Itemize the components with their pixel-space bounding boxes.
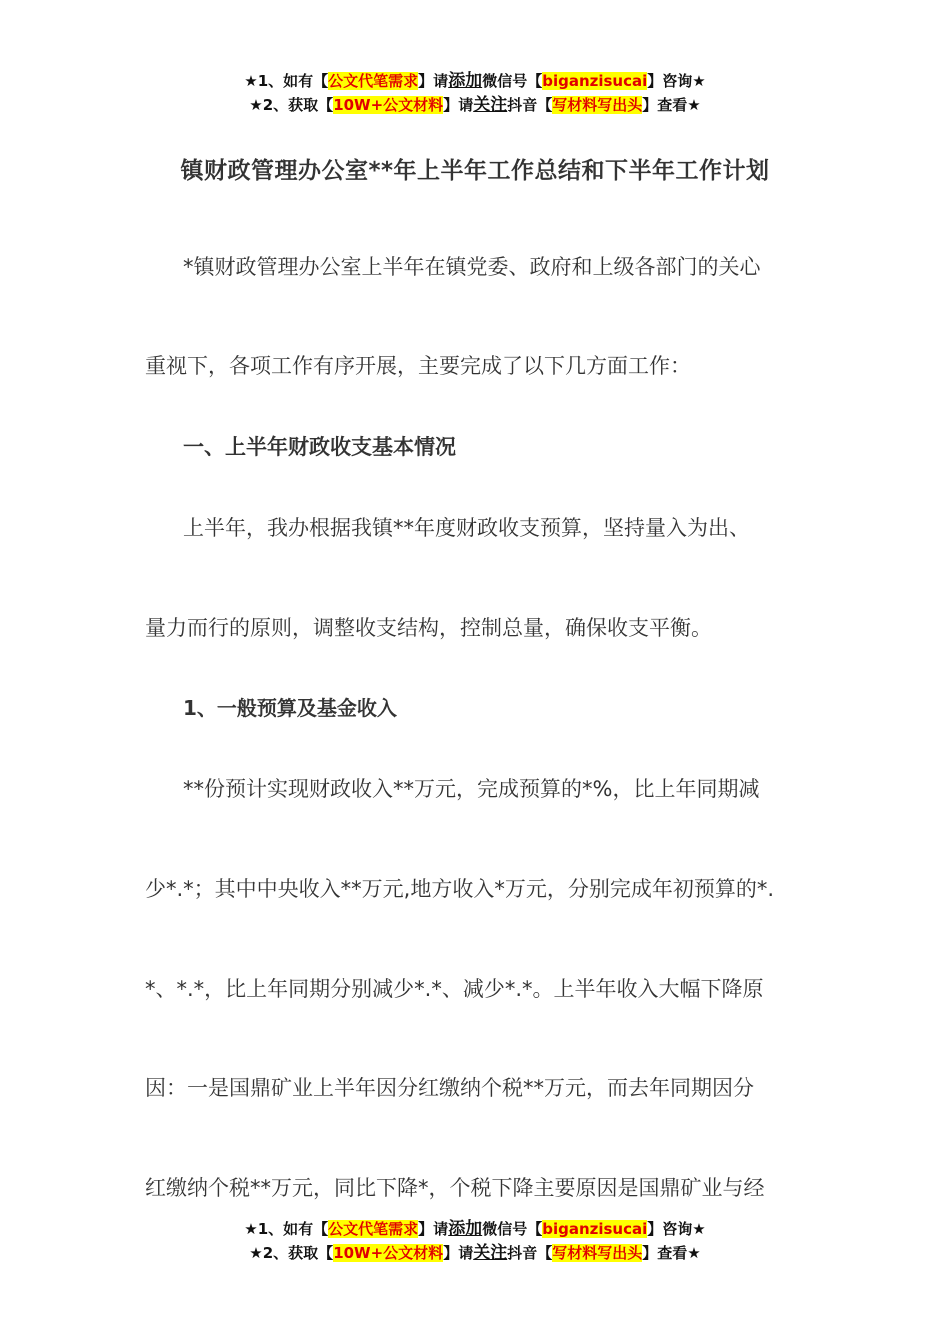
document-title: 镇财政管理办公室**年上半年工作总结和下半年工作计划 (180, 158, 770, 184)
body-line: 重视下，各项工作有序开展，主要完成了以下几方面工作： (145, 354, 691, 378)
highlight-service: 公文代笔需求 (328, 1220, 419, 1238)
highlight-service: 公文代笔需求 (328, 72, 419, 90)
promo-banner-top (0, 69, 950, 117)
body-line: *、*.*，比上年同期分别减少*.*、减少*.*。上半年收入大幅下降原 (145, 977, 764, 1001)
body-line: 少*.*；其中中央收入**万元,地方收入*万元，分别完成年初预算的*. (145, 877, 775, 901)
body-line: 量力而行的原则，调整收支结构，控制总量，确保收支平衡。 (145, 616, 712, 640)
promo-line-2: ★2、获取【10W+公文材料】请关注抖音【写材料写出头】查看★ (249, 95, 701, 115)
body-line: 因：一是国鼎矿业上半年因分红缴纳个税**万元，而去年同期因分 (145, 1076, 754, 1100)
highlight-douyin-account: 写材料写出头 (552, 1244, 643, 1262)
promo-line-1: ★1、如有【公文代笔需求】请添加微信号【biganzisucai】咨询★ (244, 1219, 706, 1239)
highlight-douyin-account: 写材料写出头 (552, 96, 643, 114)
body-line: **份预计实现财政收入**万元，完成预算的*%，比上年同期减 (183, 777, 760, 801)
body-line: 上半年，我办根据我镇**年度财政收支预算，坚持量入为出、 (183, 516, 750, 540)
highlight-materials: 10W+公文材料 (333, 96, 444, 114)
highlight-wechat-id: biganzisucai (542, 72, 648, 90)
highlight-wechat-id: biganzisucai (542, 1220, 648, 1238)
promo-line-1: ★1、如有【公文代笔需求】请添加微信号【biganzisucai】咨询★ (244, 71, 706, 91)
promo-line-2: ★2、获取【10W+公文材料】请关注抖音【写材料写出头】查看★ (249, 1243, 701, 1263)
body-line: *镇财政管理办公室上半年在镇党委、政府和上级各部门的关心 (183, 255, 761, 279)
highlight-materials: 10W+公文材料 (333, 1244, 444, 1262)
section-heading: 一、上半年财政收支基本情况 (183, 435, 456, 459)
promo-banner-bottom (0, 1217, 950, 1265)
subsection-heading: 1、一般预算及基金收入 (183, 696, 397, 720)
body-line: 红缴纳个税**万元，同比下降*，个税下降主要原因是国鼎矿业与经 (145, 1176, 765, 1200)
